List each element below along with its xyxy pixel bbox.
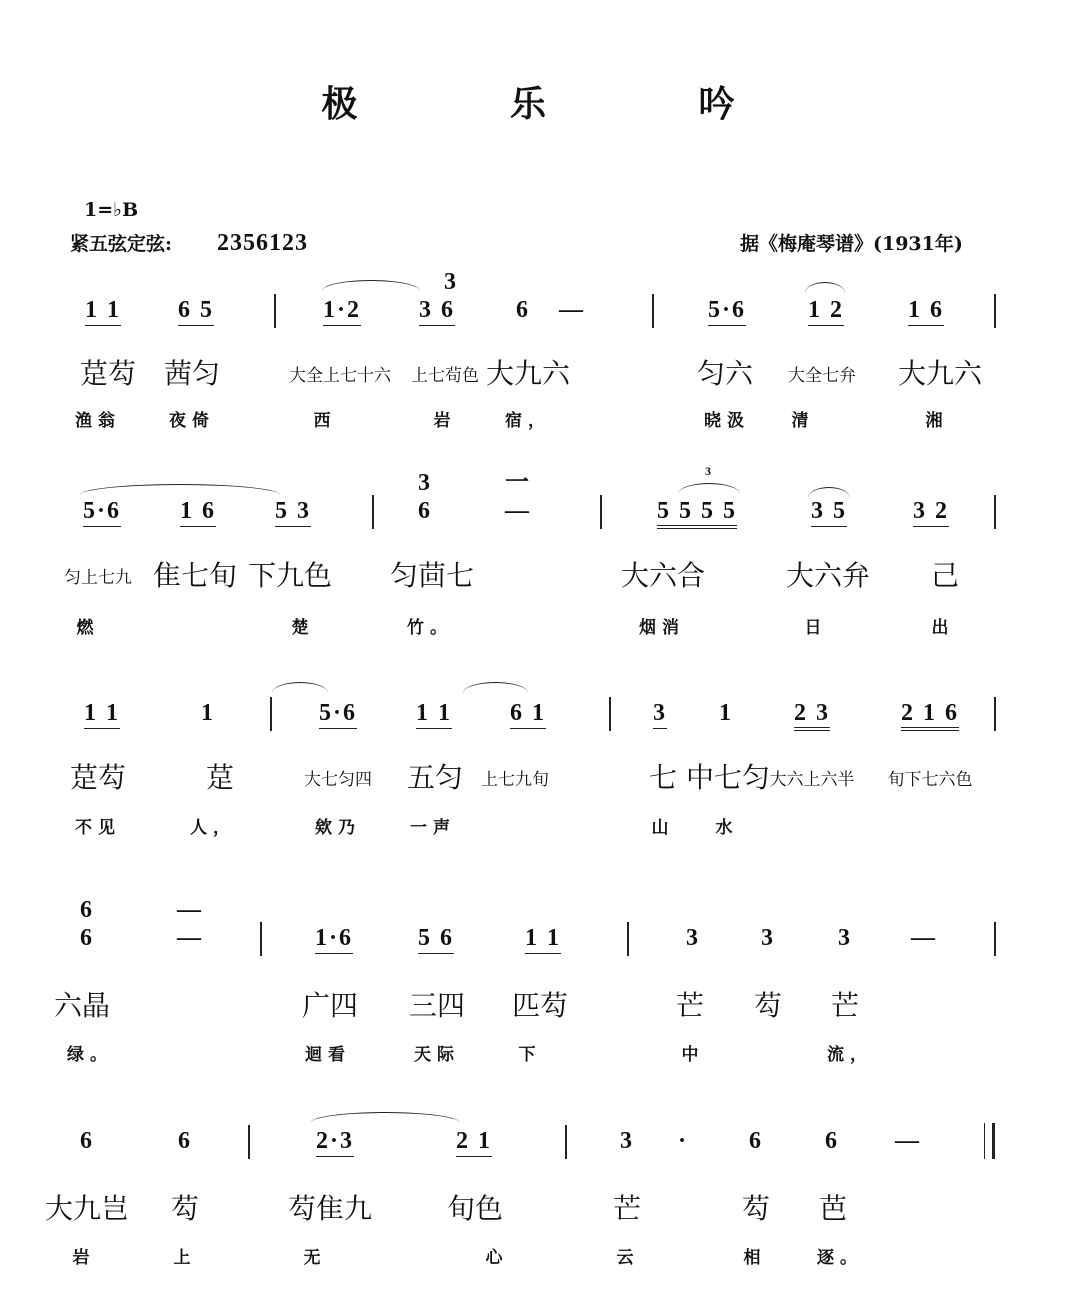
guqin-tablature: 大全七弁 — [788, 366, 856, 386]
note-group: 3 — [838, 925, 852, 951]
note-group: 6 — [825, 1128, 839, 1154]
lyric: 流， — [827, 1045, 873, 1065]
note-group: 3 2 — [913, 499, 949, 527]
note-group: — — [559, 297, 585, 323]
guqin-tablature: 大全上七十六 — [289, 366, 391, 386]
lyric: 渔翁 — [75, 411, 121, 431]
lyric: 欸乃 — [315, 818, 361, 838]
barline — [994, 294, 996, 328]
lyric: 宿， — [505, 411, 551, 431]
note-group: 3 — [620, 1128, 634, 1154]
guqin-tablature: 己 — [930, 559, 960, 592]
guqin-tablature: 三四 — [408, 989, 466, 1022]
guqin-tablature: 大九岂 — [44, 1192, 130, 1225]
lyric: 中 — [681, 1045, 705, 1065]
note-group: — — [177, 925, 203, 951]
lyric: 湘 — [925, 411, 949, 431]
note-group: 1 1 — [84, 701, 120, 729]
guqin-tablature: 六晶 — [53, 989, 111, 1022]
note-group: 6 1 — [510, 701, 546, 729]
note-group: 1 6 — [908, 298, 944, 326]
barline — [994, 697, 996, 731]
slur-mark — [272, 682, 328, 693]
note-group: 1·2 — [323, 298, 361, 326]
page-title: 极 乐 吟 — [321, 83, 805, 125]
note-group: 3 — [686, 925, 700, 951]
barline — [260, 922, 262, 956]
barline — [600, 495, 602, 529]
guqin-tablature: 芶隹九 — [287, 1192, 373, 1225]
note-group: 5 3 — [275, 499, 311, 527]
guqin-tablature: 芶 — [753, 989, 783, 1022]
note-group: — — [505, 498, 531, 524]
guqin-tablature: 匀上七九 — [64, 568, 132, 588]
lyric: 心 — [485, 1248, 509, 1268]
note-group: 2 1 — [456, 1129, 492, 1157]
guqin-tablature: 茜匀 — [163, 357, 221, 390]
note-group: 6 5 — [178, 298, 214, 326]
slur-mark — [678, 483, 740, 494]
note-group: 1 1 — [416, 701, 452, 729]
note-group: 3 5 — [811, 499, 847, 527]
note-group: 6 — [749, 1128, 763, 1154]
note-group: 2 3 — [794, 701, 830, 731]
slur-mark — [463, 682, 528, 693]
lyric: 岩 — [433, 411, 457, 431]
barline — [627, 922, 629, 956]
note-group: 1 1 — [525, 926, 561, 954]
note-group: 6 — [516, 297, 530, 323]
upper-note: — — [177, 897, 203, 923]
note-group: 1 — [201, 700, 215, 726]
barline — [274, 294, 276, 328]
note-group: — — [895, 1128, 921, 1154]
slur-mark — [322, 280, 420, 291]
guqin-tablature: 中七匀 — [685, 761, 771, 794]
source-note: 据《梅庵琴谱》(1931年) — [740, 233, 963, 255]
note-group: 6 — [80, 1128, 94, 1154]
guqin-tablature: 七 — [648, 761, 678, 794]
slur-mark — [808, 487, 850, 498]
slur-mark — [310, 1112, 460, 1123]
tuning-notes: 2356123 — [217, 230, 308, 256]
note-group: 1 2 — [808, 298, 844, 326]
guqin-tablature: 匀六 — [696, 357, 754, 390]
lyric: 山 — [651, 818, 675, 838]
note-group: · — [677, 1128, 689, 1154]
note-group: 3 — [761, 925, 775, 951]
lyric: 上 — [173, 1248, 197, 1268]
lyric: 人， — [190, 818, 236, 838]
note-group: 6 — [418, 498, 432, 524]
guqin-tablature: 大六弁 — [785, 559, 871, 592]
lyric: 岩 — [72, 1248, 96, 1268]
guqin-tablature: 莡 — [205, 761, 235, 794]
guqin-tablature: 大七匀四 — [304, 770, 372, 790]
guqin-tablature: 莡芶 — [79, 357, 137, 390]
lyric: 西 — [313, 411, 337, 431]
guqin-tablature: 大六合 — [620, 559, 706, 592]
barline — [565, 1125, 567, 1159]
guqin-tablature: 芒 — [675, 989, 705, 1022]
note-group: 3 6 — [419, 298, 455, 326]
upper-note: 3 — [444, 269, 458, 295]
note-group: 5·6 — [83, 499, 121, 527]
key-signature: 1=♭B — [84, 199, 139, 221]
lyric: 竹。 — [407, 618, 453, 638]
guqin-tablature: 芶 — [170, 1192, 200, 1225]
guqin-tablature: 匹芶 — [511, 989, 569, 1022]
guqin-tablature: 莡芶 — [69, 761, 127, 794]
note-group: 1·6 — [315, 926, 353, 954]
note-group: 6 — [178, 1128, 192, 1154]
guqin-tablature: 芒 — [612, 1192, 642, 1225]
lyric: 相 — [743, 1248, 767, 1268]
note-group: 5·6 — [319, 701, 357, 729]
guqin-tablature: 下九色 — [247, 559, 333, 592]
note-group: 2·3 — [316, 1129, 354, 1157]
slur-mark — [80, 484, 280, 495]
tuning-label: 紧五弦定弦: — [70, 233, 173, 255]
note-group: 1 6 — [180, 499, 216, 527]
barline — [994, 495, 996, 529]
lyric: 日 — [804, 618, 828, 638]
guqin-tablature: 芭 — [818, 1192, 848, 1225]
barline — [994, 922, 996, 956]
upper-note: 6 — [80, 897, 94, 923]
barline — [652, 294, 654, 328]
guqin-tablature: 广四 — [301, 989, 359, 1022]
upper-note: 一 — [505, 470, 531, 496]
lyric: 逐。 — [817, 1248, 863, 1268]
slur-mark — [805, 282, 845, 293]
tuplet-mark: 3 — [705, 464, 713, 478]
lyric: 楚 — [291, 618, 315, 638]
barline — [372, 495, 374, 529]
guqin-tablature: 旬色 — [446, 1192, 504, 1225]
lyric: 绿。 — [67, 1045, 113, 1065]
guqin-tablature: 匀茴七 — [389, 559, 475, 592]
guqin-tablature: 上七九旬 — [481, 770, 549, 790]
lyric: 晓汲 — [704, 411, 750, 431]
note-group: 1 1 — [85, 298, 121, 326]
lyric: 下 — [518, 1045, 542, 1065]
upper-note: 3 — [418, 470, 432, 496]
guqin-tablature: 大九六 — [485, 357, 571, 390]
note-group: 2 1 6 — [901, 701, 959, 731]
lyric: 夜倚 — [169, 411, 215, 431]
lyric: 云 — [616, 1248, 640, 1268]
guqin-tablature: 芶 — [741, 1192, 771, 1225]
note-group: — — [911, 925, 937, 951]
guqin-tablature: 旬下七六色 — [887, 770, 973, 790]
note-group: 6 — [80, 925, 94, 951]
lyric: 出 — [931, 618, 955, 638]
guqin-tablature: 大九六 — [897, 357, 983, 390]
barline — [248, 1125, 250, 1159]
final-barline — [984, 1123, 995, 1159]
guqin-tablature: 上七茍色 — [411, 366, 479, 386]
guqin-tablature: 隹七旬 — [152, 559, 238, 592]
guqin-tablature: 芒 — [830, 989, 860, 1022]
lyric: 无 — [303, 1248, 327, 1268]
note-group: 1 — [719, 700, 733, 726]
lyric: 水 — [715, 818, 739, 838]
barline — [270, 697, 272, 731]
lyric: 天际 — [414, 1045, 460, 1065]
lyric: 燃 — [76, 618, 100, 638]
lyric: 清 — [791, 411, 815, 431]
lyric: 迴看 — [305, 1045, 351, 1065]
barline — [609, 697, 611, 731]
note-group: 3 — [653, 701, 667, 729]
lyric: 一声 — [410, 818, 456, 838]
note-group: 5 5 5 5 — [657, 499, 737, 529]
note-group: 5·6 — [708, 298, 746, 326]
lyric: 不见 — [75, 818, 121, 838]
guqin-tablature: 大六上六半 — [769, 770, 855, 790]
guqin-tablature: 五匀 — [406, 761, 464, 794]
lyric: 烟消 — [639, 618, 685, 638]
note-group: 5 6 — [418, 926, 454, 954]
